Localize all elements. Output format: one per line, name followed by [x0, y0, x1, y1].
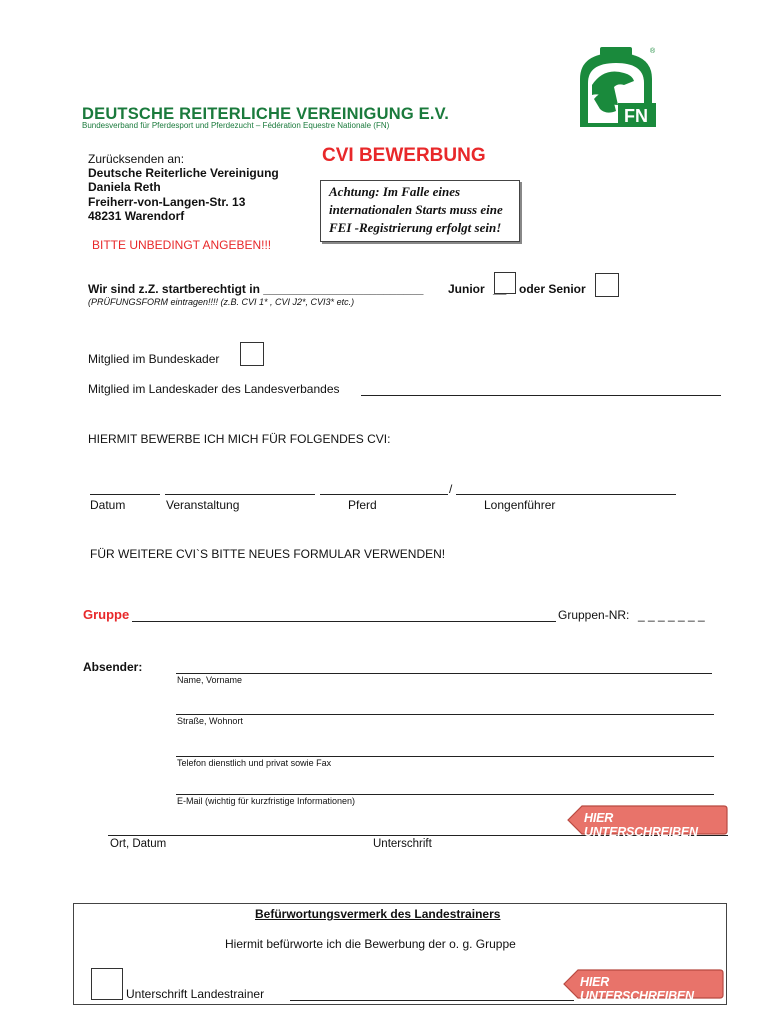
event-label: Veranstaltung [166, 498, 240, 512]
group-field[interactable] [132, 621, 556, 622]
event-field[interactable] [165, 494, 315, 495]
landeskader-field[interactable] [361, 395, 721, 396]
trainer-signature-field[interactable] [290, 1000, 574, 1001]
trainer-sign-here-label: HIER UNTERSCHREIBEN [580, 975, 694, 1003]
horse-field[interactable] [320, 494, 448, 495]
field-separator: / [449, 482, 453, 496]
phone-field[interactable] [176, 756, 714, 757]
eligibility-label: Wir sind z.Z. startberechtigt in ________________________ [88, 282, 424, 296]
logo-fn-text: FN [624, 106, 648, 126]
registered-mark: ® [650, 48, 656, 55]
trainer-checkbox[interactable] [91, 968, 123, 1000]
group-label: Gruppe [83, 607, 130, 622]
landeskader-label: Mitglied im Landeskader des Landesverbandes [88, 382, 340, 396]
bundeskader-checkbox[interactable] [240, 342, 264, 366]
required-note: BITTE UNBEDINGT ANGEBEN!!! [92, 238, 272, 252]
date-field[interactable] [90, 494, 160, 495]
address-line-3: Freiherr-von-Langen-Str. 13 [88, 195, 246, 209]
address-line-2: Daniela Reth [88, 180, 161, 194]
name-field[interactable] [176, 673, 712, 674]
bundeskader-label: Mitglied im Bundeskader [88, 352, 220, 366]
sign-here-button[interactable] [566, 804, 728, 839]
senior-checkbox[interactable] [595, 273, 619, 297]
longeur-field[interactable] [456, 494, 676, 495]
date-label: Datum [90, 498, 126, 512]
eligibility-hint: (PRÜFUNGSFORM eintragen!!!! (z.B. CVI 1* , CVI J2*, CVI3* etc.) [88, 297, 355, 307]
junior-checkbox[interactable] [494, 272, 516, 294]
trainer-signature-label: Unterschrift Landestrainer [126, 987, 265, 1001]
street-field[interactable] [176, 714, 714, 715]
recommendation-text: Hiermit befürworte ich die Bewerbung der o. g. Gruppe [225, 937, 516, 951]
phone-caption: Telefon dienstlich und privat sowie Fax [177, 758, 332, 768]
email-caption: E-Mail (wichtig für kurzfristige Informationen) [177, 796, 356, 806]
name-caption: Name, Vorname [177, 675, 243, 685]
trainer-sign-here-button[interactable] [562, 968, 724, 1003]
apply-heading: HIERMIT BEWERBE ICH MICH FÜR FOLGENDES CVI: [88, 432, 391, 446]
street-caption: Straße, Wohnort [177, 716, 243, 726]
horse-label: Pferd [348, 498, 377, 512]
signature-label: Unterschrift [373, 838, 432, 850]
junior-label: Junior [448, 282, 485, 296]
group-nr-field[interactable]: _ _ _ _ _ _ _ [638, 608, 705, 622]
fei-warning-box: Achtung: Im Falle eines internationalen Starts muss eine FEI -Registrierung erfolgt sein! [320, 180, 520, 242]
email-field[interactable] [176, 794, 714, 795]
sign-here-label: HIER UNTERSCHREIBEN [584, 811, 698, 839]
senior-label: oder Senior [519, 282, 586, 296]
page-title: CVI BEWERBUNG [322, 145, 486, 166]
address-line-1: Deutsche Reiterliche Vereinigung [88, 166, 279, 180]
group-nr-label: Gruppen-NR: [558, 608, 630, 622]
fn-logo [574, 45, 658, 131]
return-label: Zurücksenden an: [88, 152, 185, 166]
sender-label: Absender: [83, 660, 143, 674]
longeur-label: Longenführer [484, 498, 556, 512]
address-line-4: 48231 Warendorf [88, 209, 185, 223]
org-name: DEUTSCHE REITERLICHE VEREINIGUNG E.V. [82, 105, 450, 123]
org-subtitle: Bundesverband für Pferdesport und Pferdezucht – Fédération Equestre Nationale (FN) [82, 121, 390, 130]
place-date-label: Ort, Datum [110, 838, 167, 850]
new-form-note: FÜR WEITERE CVI`S BITTE NEUES FORMULAR VERWENDEN! [90, 547, 446, 561]
recommendation-heading: Befürwortungsvermerk des Landestrainers [255, 907, 501, 921]
